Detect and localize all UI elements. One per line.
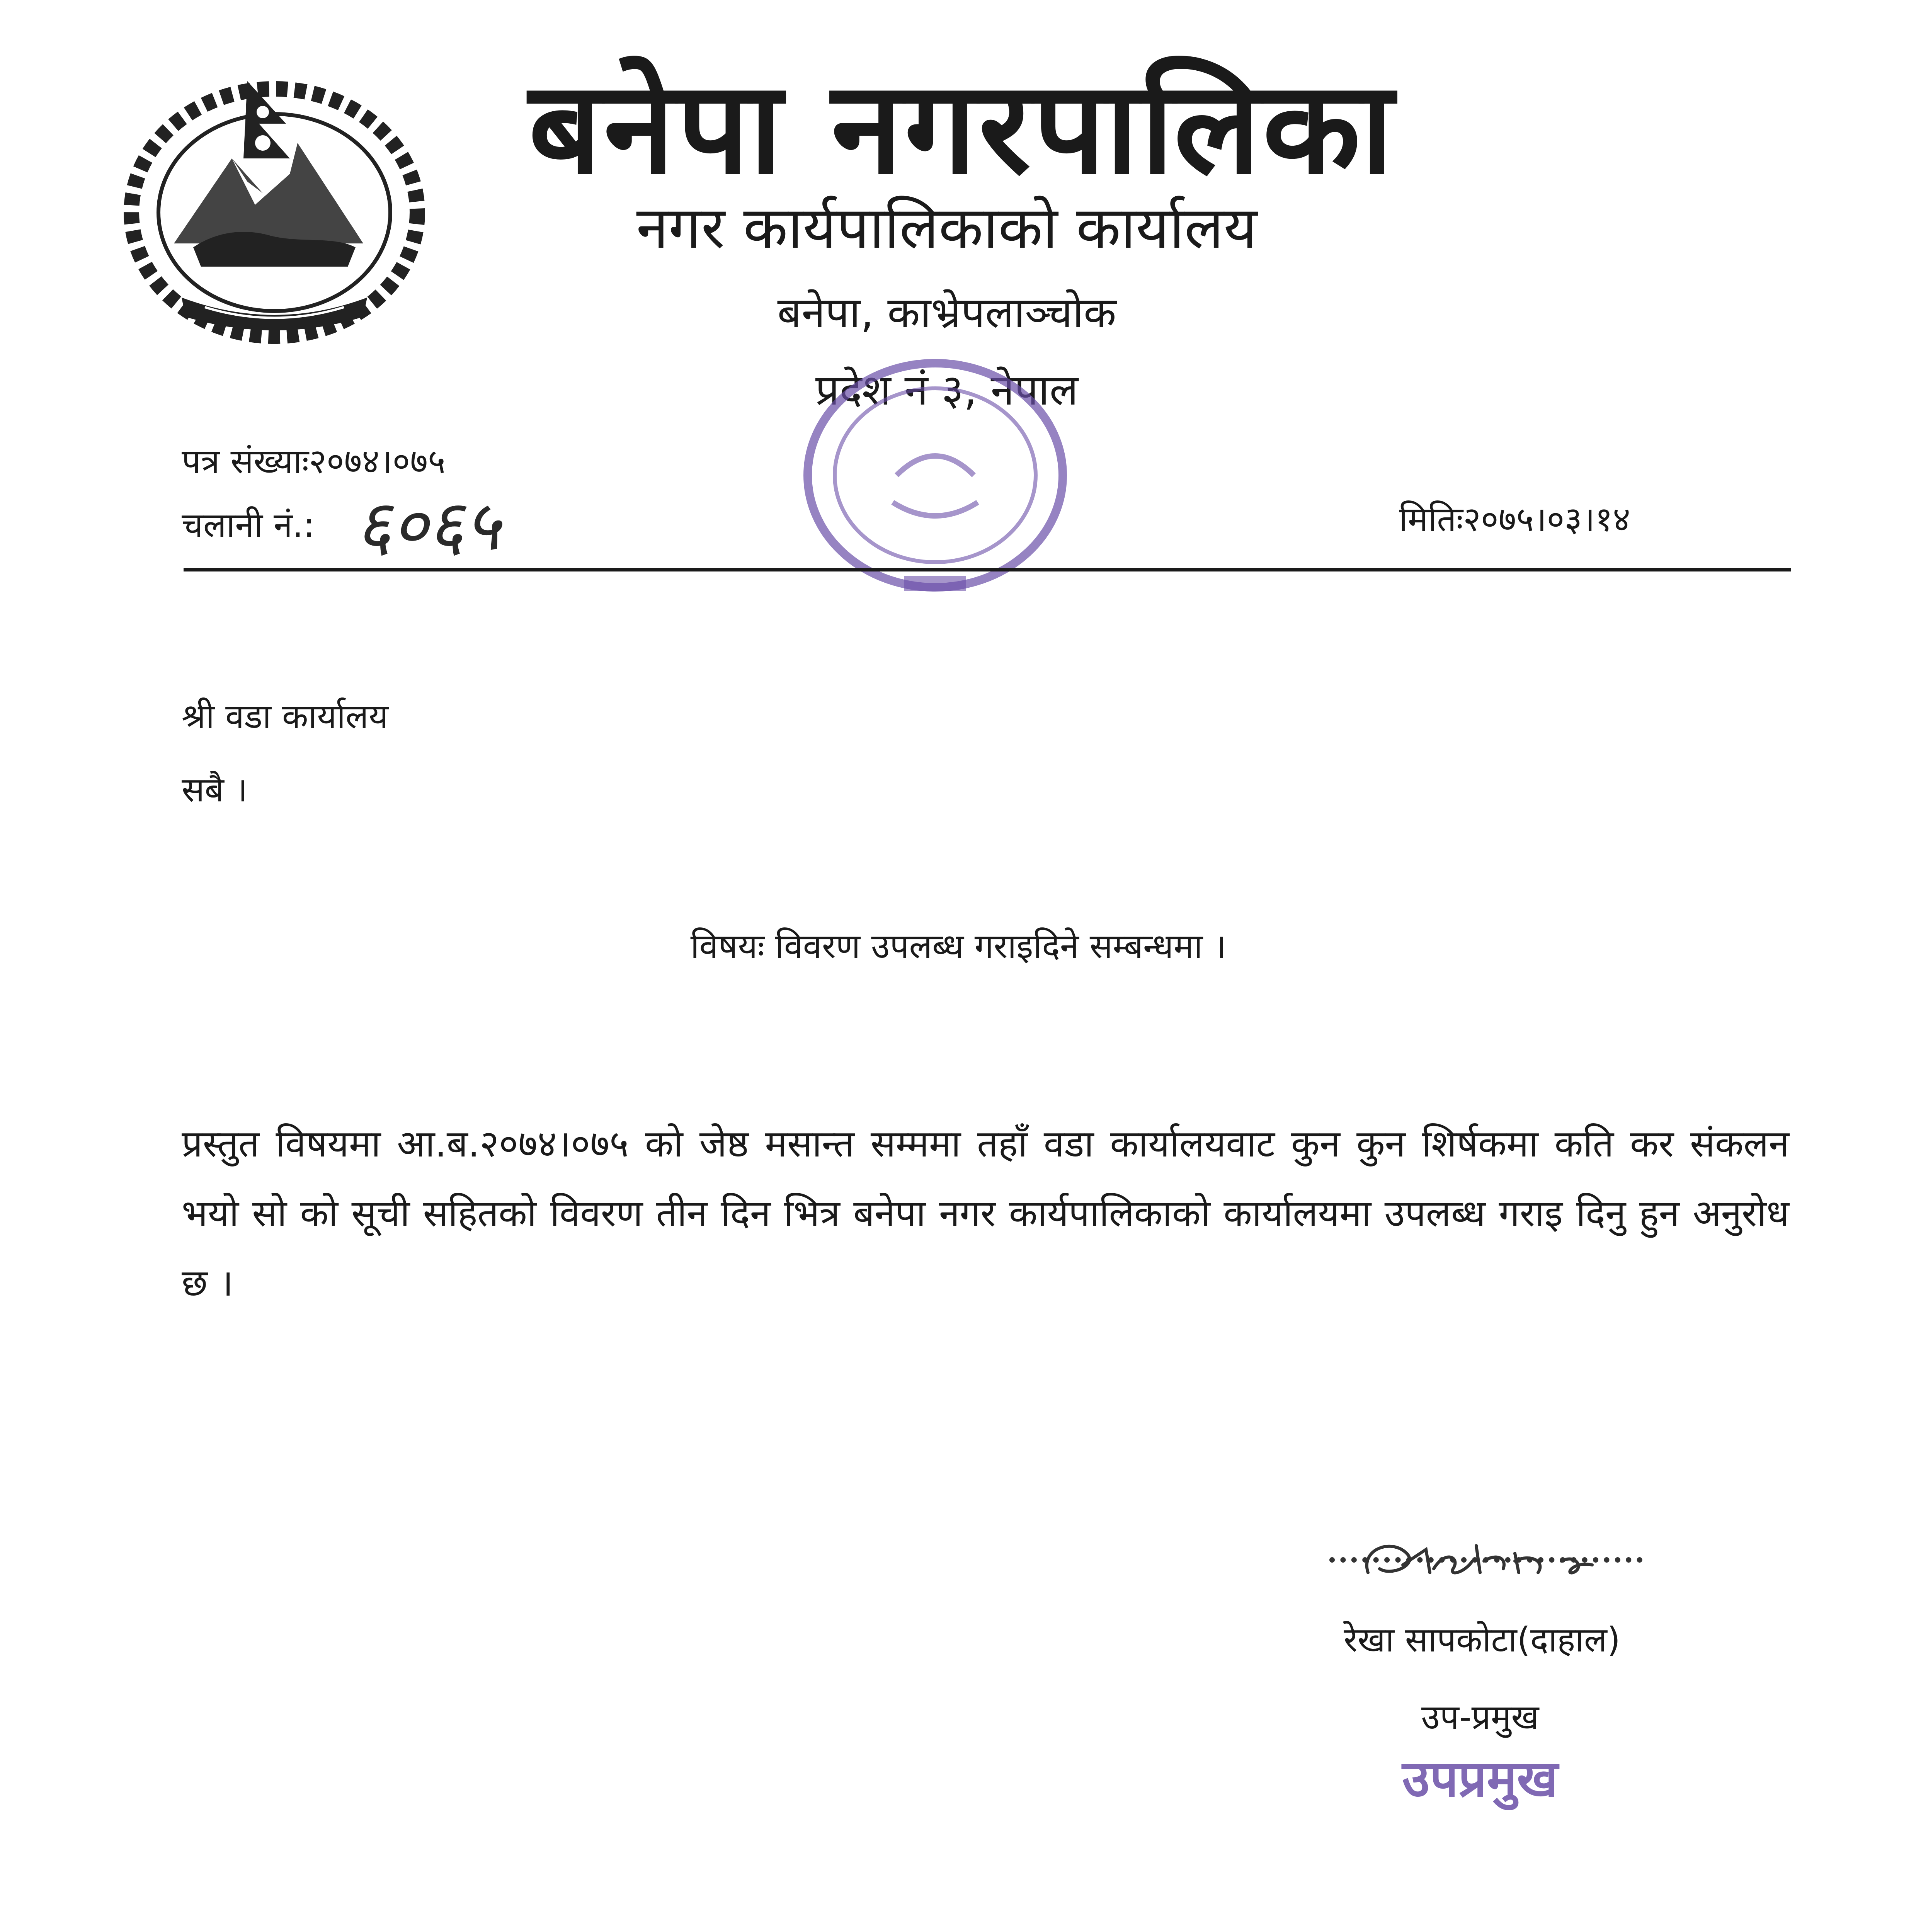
header-divider xyxy=(184,568,1791,571)
recipient-line-2: सबै । xyxy=(182,770,248,810)
office-address-line-2: प्रदेश नं ३, नेपाल xyxy=(815,365,1079,415)
dispatch-number-label: चलानी नं.: xyxy=(182,505,315,545)
dispatch-number-value: ६०६५ xyxy=(356,485,500,566)
office-subtitle: नगर कार्यपालिकाको कार्यालय xyxy=(636,194,1257,262)
signature-line xyxy=(1329,1557,1642,1563)
office-name: बनेपा नगरपालिका xyxy=(528,54,1396,202)
recipient-line-1: श्री वडा कार्यालय xyxy=(182,696,388,736)
letter-date: मितिः२०७५।०३।१४ xyxy=(1399,499,1630,539)
nepal-emblem-icon xyxy=(116,66,433,344)
signatory-name: रेखा सापकोटा(दाहाल) xyxy=(1344,1620,1620,1660)
letter-body: प्रस्तुत विषयमा आ.ब.२०७४।०७५ को जेष्ठ मसान्त सम्ममा तहाँ वडा कार्यालयवाट कुन कुन शिर्षकमा कति कर संकलन भयो सो को सूची सहितको विवरण तीन दिन भित्र बनेपा नगर कार्यपालिकाको कार्यालयमा उपलब्ध गराइ दिनु हुन अनुरोध छ । xyxy=(182,1122,1789,1304)
signatory-stamp: उपप्रमुख xyxy=(1402,1749,1558,1808)
signatory-title: उप-प्रमुख xyxy=(1421,1697,1539,1737)
letter-subject: विषयः विवरण उपलब्ध गराइदिने सम्बन्धमा । xyxy=(690,926,1227,966)
office-address-line-1: बनेपा, काभ्रेपलाञ्चोक xyxy=(777,288,1116,337)
letter-number: पत्र संख्याः२०७४।०७५ xyxy=(182,441,446,481)
